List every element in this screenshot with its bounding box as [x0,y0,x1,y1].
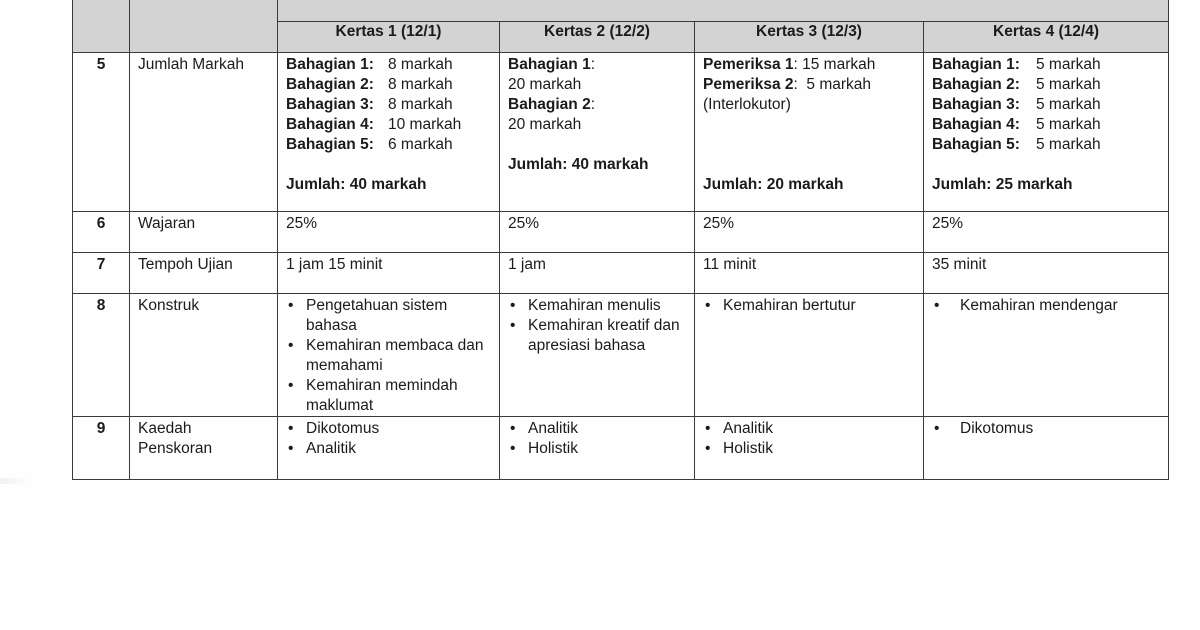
bullet-item: • Analitik [508,419,686,439]
cell-kertas-1: 1 jam 15 minit [278,253,500,294]
cell-kertas-2 [500,417,695,480]
row-item: Wajaran [130,212,278,253]
jumlah-total: Jumlah: 25 markah [932,176,1073,193]
markah-value: 5 markah [1036,116,1101,133]
header-kertas-4: Kertas 4 (12/4) [924,22,1169,53]
cell-kertas-2: Bahagian 1: 20 markah Bahagian 2: 20 markah Jumlah: 40 markah [500,53,695,212]
header-perkara [130,0,278,53]
header-keterangan [278,0,1169,22]
cell-kertas-1 [278,294,500,417]
table-row [73,253,1169,294]
row-number: 8 [73,294,130,417]
bahagian-label: Bahagian 2: [932,76,1020,93]
cell-kertas-4 [924,417,1169,480]
cell-kertas-2 [500,294,695,417]
bahagian-label: Bahagian 4: [286,116,374,133]
bahagian-label: Bahagian 1: [286,56,374,73]
markah-value: 20 markah [508,76,582,93]
cell-kertas-2: 25% [500,212,695,253]
jumlah-total: Jumlah: 20 markah [703,176,844,193]
cell-kertas-1 [278,417,500,480]
exam-format-table [72,0,1169,480]
cell-kertas-4: 25% [924,212,1169,253]
bullet-item: • Pengetahuan sistem bahasa [286,296,491,336]
cell-kertas-1 [278,53,500,212]
markah-value: 8 markah [388,76,453,93]
row-item: Konstruk [130,294,278,417]
bahagian-label: Bahagian 1 [508,56,591,73]
header-bil [73,0,130,53]
row-number: 9 [73,417,130,480]
cell-kertas-3 [695,417,924,480]
bullet-item: • Kemahiran memindah maklumat [286,376,491,416]
header-kertas-2: Kertas 2 (12/2) [500,22,695,53]
bahagian-label: Bahagian 3: [286,96,374,113]
cell-kertas-3: 11 minit [695,253,924,294]
scan-artifact [0,478,30,484]
cell-kertas-3 [695,294,924,417]
bullet-item: • Kemahiran kreatif dan apresiasi bahasa [508,316,686,356]
cell-kertas-3: Pemeriksa 1: 15 markah Pemeriksa 2: 5 markah (Interlokutor) Jumlah: 20 markah [695,53,924,212]
bahagian-label: Bahagian 2: [286,76,374,93]
bullet-item: • Dikotomus [932,419,1160,439]
markah-value: 5 markah [1036,56,1101,73]
bullet-item: • Holistik [703,439,915,459]
markah-value: 8 markah [388,56,453,73]
markah-value: 8 markah [388,96,453,113]
row-number: 7 [73,253,130,294]
markah-value: 15 markah [802,56,876,73]
table-row [73,53,1169,212]
row-item: Jumlah Markah [130,53,278,212]
bullet-item: • Dikotomus [286,419,491,439]
row-item: Tempoh Ujian [130,253,278,294]
interlokutor-note: (Interlokutor) [703,96,791,113]
cell-kertas-4 [924,53,1169,212]
bullet-item: • Kemahiran bertutur [703,296,915,316]
jumlah-total: Jumlah: 40 markah [508,156,649,173]
bullet-item: • Holistik [508,439,686,459]
markah-value: 5 markah [806,76,872,93]
markah-value: 10 markah [388,116,462,133]
cell-kertas-2: 1 jam [500,253,695,294]
pemeriksa-label: Pemeriksa 2 [703,76,794,93]
row-number: 5 [73,53,130,212]
pemeriksa-label: Pemeriksa 1 [703,56,794,73]
jumlah-total: Jumlah: 40 markah [286,176,427,193]
markah-value: 5 markah [1036,136,1101,153]
bahagian-label: Bahagian 1: [932,56,1020,73]
bullet-item: • Kemahiran membaca dan memahami [286,336,491,376]
bullet-item: • Kemahiran mendengar [932,296,1160,316]
header-kertas-1: Kertas 1 (12/1) [278,22,500,53]
bullet-item: • Analitik [703,419,915,439]
cell-kertas-4: 35 minit [924,253,1169,294]
cell-kertas-1: 25% [278,212,500,253]
bahagian-label: Bahagian 5: [286,136,374,153]
markah-value: 6 markah [388,136,453,153]
bahagian-label: Bahagian 2 [508,96,591,113]
header-kertas-3: Kertas 3 (12/3) [695,22,924,53]
row-item: Kaedah Penskoran [130,417,278,480]
cell-kertas-4 [924,294,1169,417]
table-row [73,212,1169,253]
bullet-item: • Kemahiran menulis [508,296,686,316]
table-row [73,417,1169,480]
markah-value: 20 markah [508,116,582,133]
bahagian-label: Bahagian 4: [932,116,1020,133]
bahagian-label: Bahagian 5: [932,136,1020,153]
cell-kertas-3: 25% [695,212,924,253]
row-number: 6 [73,212,130,253]
markah-value: 5 markah [1036,96,1101,113]
bullet-item: • Analitik [286,439,491,459]
markah-value: 5 markah [1036,76,1101,93]
table-row [73,294,1169,417]
bahagian-label: Bahagian 3: [932,96,1020,113]
